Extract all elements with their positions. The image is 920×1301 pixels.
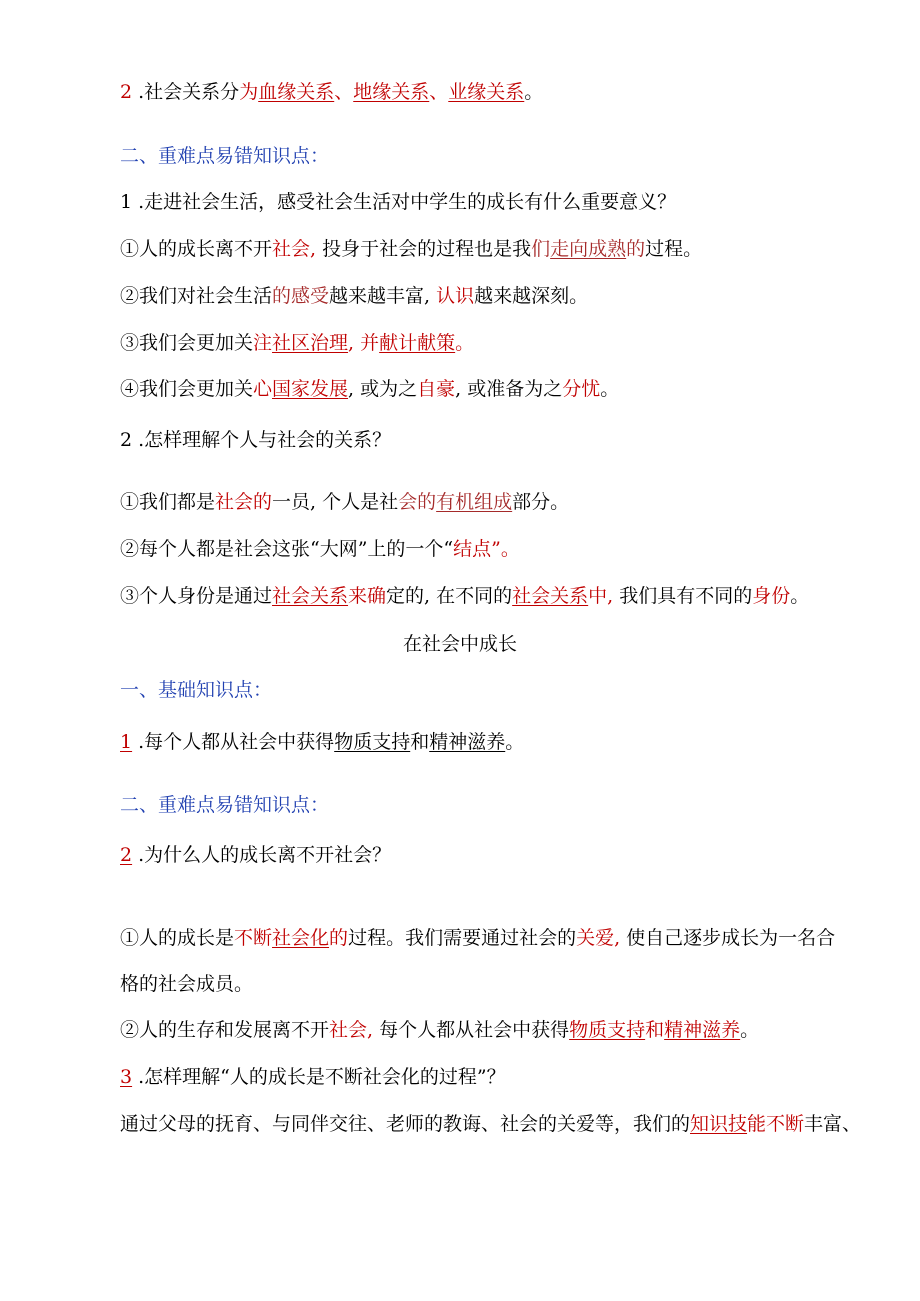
- underlined-term: 精神滋养: [664, 1019, 741, 1041]
- section-heading: 二、重难点易错知识点：: [120, 794, 330, 816]
- item-number: 1: [120, 731, 133, 753]
- underlined-term: 有机组成: [436, 491, 513, 513]
- underlined-term: 社区治理: [272, 332, 349, 354]
- answer-line: 通过父母的抚育、与同伴交往、老师的教诲、社会的关爱等，我们的知识技能不断丰富、: [120, 1113, 862, 1135]
- question: 3 .怎样理解“人的成长是不断社会化的过程”？: [120, 1066, 506, 1088]
- answer-line: ①我们都是社会的一员, 个人是社会的有机组成部分。: [120, 491, 570, 513]
- social-relations-line: 2 .社会关系分为血缘关系、地缘关系、业缘关系。: [120, 81, 544, 103]
- item-number: 2: [120, 844, 133, 866]
- underlined-term: 献计献策: [379, 332, 456, 354]
- underlined-term: 血缘关系: [258, 81, 335, 103]
- item-number: 3: [120, 1066, 133, 1088]
- underlined-term: 物质支持: [334, 731, 411, 753]
- underlined-term: 地缘关系: [353, 81, 430, 103]
- section-heading: 二、重难点易错知识点：: [120, 145, 330, 167]
- item-number: 2: [120, 81, 133, 103]
- underlined-term: 社会关系: [512, 585, 589, 607]
- question: 2 .为什么人的成长离不开社会？: [120, 844, 392, 866]
- answer-line: ①人的成长是不断社会化的过程。我们需要通过社会的关爱, 使自己逐步成长为一名合: [120, 927, 836, 949]
- question: 2 .怎样理解个人与社会的关系？: [120, 429, 392, 451]
- underlined-term: 国家发展: [272, 378, 349, 400]
- answer-line: ③我们会更加关注社区治理, 并献计献策。: [120, 332, 475, 354]
- section-title: 在社会中成长: [402, 633, 517, 655]
- underlined-term: 物质支持: [569, 1019, 646, 1041]
- section-heading: 一、基础知识点：: [120, 679, 273, 701]
- answer-line: ②人的生存和发展离不开社会, 每个人都从社会中获得物质支持和精神滋养。: [120, 1019, 760, 1041]
- answer-line: ③个人身份是通过社会关系来确定的, 在不同的社会关系中, 我们具有不同的身份。: [120, 585, 810, 607]
- answer-line: ①人的成长离不开社会, 投身于社会的过程也是我们走向成熟的过程。: [120, 238, 703, 260]
- underlined-term: 走向成熟: [550, 238, 627, 260]
- answer-line: ④我们会更加关心国家发展, 或为之自豪, 或准备为之分忧。: [120, 378, 620, 400]
- underlined-term: 精神滋养: [429, 731, 506, 753]
- underlined-term: 知识技: [690, 1113, 748, 1135]
- answer-line: ②每个人都是社会这张“大网”上的一个“结点”。: [120, 538, 520, 560]
- answer-line-continued: 格的社会成员。: [120, 973, 254, 995]
- underlined-term: 社会关系: [272, 585, 349, 607]
- underlined-term: 业缘关系: [448, 81, 525, 103]
- question: 1 .走进社会生活，感受社会生活对中学生的成长有什么重要意义？: [120, 191, 677, 213]
- answer-line: ②我们对社会生活的感受越来越丰富, 认识越来越深刻。: [120, 285, 589, 307]
- knowledge-point: 1 .每个人都从社会中获得物质支持和精神滋养。: [120, 731, 525, 753]
- underlined-term: 社会化: [272, 927, 330, 949]
